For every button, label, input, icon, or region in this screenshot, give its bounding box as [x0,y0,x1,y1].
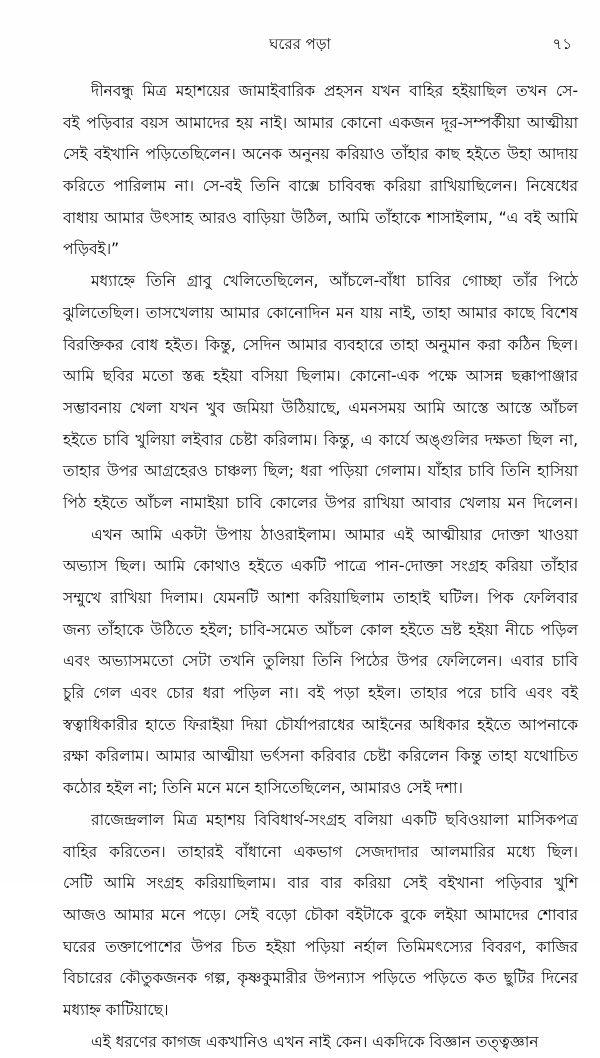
text-line: হইতে চাবি খুলিয়া লইবার চেষ্টা করিলাম। কিন্তু, এ কার্যে অঙ্গুলির দক্ষতা ছিল না, [63,430,578,449]
text-line: পিঠ হইতে আঁচল নামাইয়া চাবি কোলের উপর রাখিয়া আবার খেলায় মন দিলেন। [63,493,578,512]
text-line: দীনবন্ধু মিত্র মহাশয়ের জামাইবারিক প্রহসন যখন বাহির হইয়াছিল তখন সে- [91,82,578,100]
text-line: সম্মুখে রাখিয়া দিলাম। যেমনটি আশা করিয়াছিলাম তাহাই ঘটিল। পিক ফেলিবার [63,589,578,607]
body-text [63,76,578,1058]
text-line: সেটি আমি সংগ্রহ করিয়াছিলাম। বার বার করিয়া সেই বইখানা পড়িবার খুশি [63,874,578,893]
text-line: সেই বইখানি পড়িতেছিলেন। অনেক অনুনয় করিয়াও তাঁহার কাছ হইতে উহা আদায় [63,145,578,164]
text-line: ঘরের তক্তাপোশের উপর চিত হইয়া পড়িয়া নর্হাল তিমিমৎস্যের বিবরণ, কাজির [63,937,578,956]
text-line: অভ্যাস ছিল। আমি কোথাও হইতে একটি পাত্রে পান-দোক্তা সংগ্রহ করিয়া তাঁহার [63,557,578,576]
text-line: বই পড়িবার বয়স আমাদের হয় নাই। আমার কোনো একজন দূর-সম্পর্কীয়া আত্মীয়া [63,113,578,132]
text-line: কঠোর হইল না; তিনি মনে মনে হাসিতেছিলেন, আমারও সেই দশা। [63,779,463,798]
paragraph-4 [63,805,578,1027]
text-line: এবং অভ্যাসমতো সেটা তখনি তুলিয়া তিনি পিঠের উপর ফেলিলেন। এবার চাবি [63,652,578,671]
text-line: করিতে পারিলাম না। সে-বই তিনি বাক্সে চাবিবন্ধ করিয়া রাখিয়াছিলেন। নিষেধের [63,177,578,196]
chapter-title: ঘরের পড়া [269,35,331,53]
text-line: চুরি গেল এবং চোর ধরা পড়িল না। বই পড়া হইল। তাহার পরে চাবি এবং বই [63,684,578,703]
text-line: আমি ছবির মতো স্তব্ধ হইয়া বসিয়া ছিলাম। কোনো-এক পক্ষে আসন্ন ছক্কাপাঞ্জার [63,367,578,386]
paragraph-2 [63,266,578,520]
text-line: বিচারের কৌতুকজনক গল্প, কৃষ্ণকুমারীর উপন্যাস পড়িতে পড়িতে কত ছুটির দিনের [63,969,578,988]
text-line: আজও আমার মনে পড়ে। সেই বড়ো চৌকা বইটাকে বুকে লইয়া আমাদের শোবার [63,905,578,924]
text-line: পড়িবই।” [63,240,120,259]
text-line: রাজেন্দ্রলাল মিত্র মহাশয় বিবিধার্থ-সংগ্রহ বলিয়া একটি ছবিওয়ালা মাসিকপত্র [91,810,578,829]
paragraph-3 [63,520,578,805]
running-header [0,32,600,56]
text-line: বিরক্তিকর বোধ হইত। কিন্তু, সেদিন আমার ব্যবহারে তাহা অনুমান করা কঠিন ছিল। [63,335,578,354]
text-line: মধ্যাহ্ন কাটিয়াছে। [63,1000,169,1019]
page-number: ৭১ [552,35,572,53]
text-line: স্বত্বাধিকারীর হাতে ফিরাইয়া দিয়া চৌর্যাপরাধের আইনের অধিকার হইতে আপনাকে [63,715,578,734]
text-line: এখন আমি একটা উপায় ঠাওরাইলাম। আমার এই আত্মীয়ার দোক্তা খাওয়া [91,525,578,544]
text-line: মধ্যাহ্নে তিনি গ্রাবু খেলিতেছিলেন, আঁচলে-বাঁধা চাবির গোচ্ছা তাঁর পিঠে [91,272,578,291]
paragraph-1 [63,76,578,266]
text-line: রক্ষা করিলাম। আমার আত্মীয়া ভর্ৎসনা করিবার চেষ্টা করিলেন কিন্তু তাহা যথোচিত [63,747,578,766]
text-line: তাহার উপর আগ্রহেরও চাঞ্চল্য ছিল; ধরা পড়িয়া গেলাম। যাঁহার চাবি তিনি হাসিয়া [63,462,578,481]
text-line: সম্ভাবনায় খেলা যখন খুব জমিয়া উঠিয়াছে, এমনসময় আমি আস্তে আস্তে আঁচল [63,398,578,417]
text-line: এই ধরণের কাগজ একখানিও এখন নাই কেন। একদিকে বিজ্ঞান তত্ত্বজ্ঞান [91,1032,539,1051]
text-line: ঝুলিতেছিল। তাসখেলায় আমার কোনোদিন মন যায় নাই, তাহা আমার কাছে বিশেষ [63,303,578,322]
text-line: বাধায় আমার উৎসাহ আরও বাড়িয়া উঠিল, আমি তাঁহাকে শাসাইলাম, “এ বই আমি [63,208,578,227]
text-line: বাহির করিতেন। তাহারই বাঁধানো একভাগ সেজদাদার আলমারির মধ্যে ছিল। [63,842,578,861]
paragraph-5 [63,1027,578,1058]
text-line: জন্য তাঁহাকে উঠিতে হইল; চাবি-সমেত আঁচল কোল হইতে ভ্রষ্ট হইয়া নীচে পড়িল [63,620,578,639]
